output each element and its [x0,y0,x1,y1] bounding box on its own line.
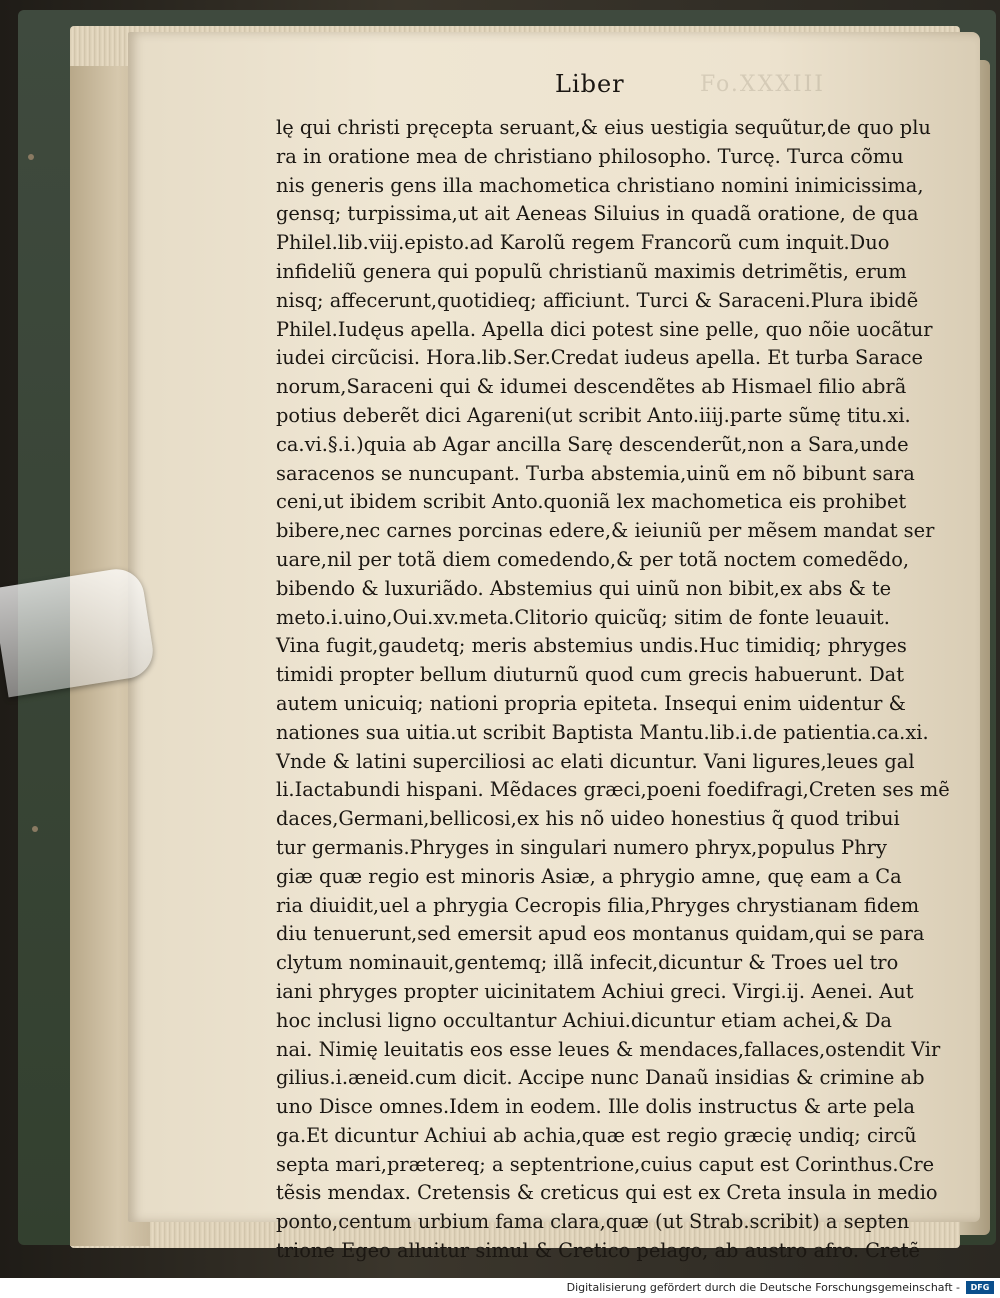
text-line: uare,nil per totã diem comedendo,& per totã noctem comedẽdo, [276,547,910,571]
text-line: ra in oratione mea de christiano philosopho. Turcę. Turca cõmu [276,144,904,168]
text-line: potius deberẽt dici Agareni(ut scribit Anto.iiij.parte sũmę titu.xi. [276,403,911,427]
text-line: saracenos se nuncupant. Turba abstemia,uinũ em nõ bibunt sara [276,461,915,485]
text-line: norum,Saraceni qui & idumei descendẽtes ab Hismael filio abrã [276,375,907,399]
dfg-logo: DFG [966,1281,994,1294]
text-line: Philel.Iudęus apella. Apella dici potest sine pelle, quo nõie uocãtur [276,317,933,341]
text-line: ga.Et dicuntur Achiui ab achia,quæ est regio græcię undiq; circũ [276,1123,917,1147]
text-line: autem unicuiq; nationi propria epiteta. Insequi enim uidentur & [276,691,906,715]
text-line: diu tenuerunt,sed emersit apud eos montanus quidam,qui se para [276,922,925,946]
text-line: daces,Germani,bellicosi,ex his nõ uideo honestius q̃ quod tribui [276,807,900,831]
text-line: trione Egeo alluitur simul & Cretico pelago, ab austro afro. Cretẽ [276,1239,921,1263]
text-line: uno Disce omnes.Idem in eodem. Ille dolis instructus & arte pela [276,1095,915,1119]
text-line: iani phryges propter uicinitatem Achiui greci. Virgi.ij. Aenei. Aut [276,979,914,1003]
text-line: lę qui christi pręcepta seruant,& eius uestigia sequũtur,de quo plu [276,116,931,139]
text-line: ca.vi.§.i.)quia ab Agar ancilla Sarę descenderũt,non a Sara,unde [276,432,909,456]
text-line: meto.i.uino,Oui.xv.meta.Clitorio quicũq; sitim de fonte leuauit. [276,605,890,629]
text-line: nai. Nimię leuitatis eos esse leues & mendaces,fallaces,ostendit Vir [276,1037,941,1061]
text-line: nationes sua uitia.ut scribit Baptista Mantu.lib.i.de patientia.ca.xi. [276,720,929,744]
text-line: hoc inclusi ligno occultantur Achiui.dicuntur etiam achei,& Da [276,1008,892,1032]
text-line: nis generis gens illa machometica christiano nomini inimicissima, [276,173,924,197]
footer-credit: Digitalisierung gefördert durch die Deutsche Forschungsgemeinschaft - [566,1281,960,1294]
text-line: clytum nominauit,gentemq; illã infecit,dicuntur & Troes uel tro [276,951,899,975]
text-line: Vnde & latini superciliosi ac elati dicuntur. Vani ligures,leues gal [276,749,915,773]
text-line: tẽsis mendax. Cretensis & creticus qui est ex Creta insula in medio [276,1181,938,1205]
text-line: Philel.lib.viij.episto.ad Karolũ regem Francorũ cum inquit.Duo [276,231,890,255]
text-line: Vina fugit,gaudetq; meris abstemius undis.Huc timidiq; phryges [276,634,907,658]
text-line: gilius.i.æneid.cum dicit. Accipe nunc Danaũ insidias & crimine ab [276,1066,925,1090]
text-line: nisq; affecerunt,quotidieq; afficiunt. Turci & Saraceni.Plura ibidẽ [276,288,919,312]
text-line: timidi propter bellum diuturnũ quod cum grecis habuerunt. Dat [276,663,905,687]
text-line: ceni,ut ibidem scribit Anto.quoniã lex machometica eis prohibet [276,490,907,514]
text-line: infideliũ genera qui populũ christianũ maximis detrimẽtis, erum [276,259,907,283]
bleed-through-text: Fo.XXXIII [700,72,825,97]
text-line: septa mari,prætereq; a septentrione,cuius caput est Corinthus.Cre [276,1152,935,1176]
text-line: ria diuidit,uel a phrygia Cecropis filia,Phryges chrystianam fidem [276,893,920,917]
text-line: tur germanis.Phryges in singulari numero phryx,populus Phry [276,835,887,859]
page-header: Liber [555,70,625,98]
text-line: bibendo & luxuriãdo. Abstemius qui uinũ non bibit,ex abs & te [276,576,892,600]
text-line: iudei circũcisi. Hora.lib.Ser.Credat iudeus apella. Et turba Sarace [276,346,924,370]
text-line: ponto,centum urbium fama clara,quæ (ut Strab.scribit) a septen [276,1210,910,1234]
page-text-block [276,114,950,1266]
text-line: bibere,nec carnes porcinas edere,& ieiuniũ per mẽsem mandat ser [276,519,935,543]
text-line: giæ quæ regio est minoris Asiæ, a phrygio amne, quę eam a Ca [276,864,902,888]
footer-bar [0,1278,1000,1298]
binding-hole [32,826,38,832]
text-line: gensq; turpissima,ut ait Aeneas Siluius in quadã oratione, de qua [276,202,919,226]
binding-hole [28,154,34,160]
text-line: li.Iactabundi hispani. Mẽdaces græci,poeni foedifragi,Creten ses mẽ [276,778,950,802]
